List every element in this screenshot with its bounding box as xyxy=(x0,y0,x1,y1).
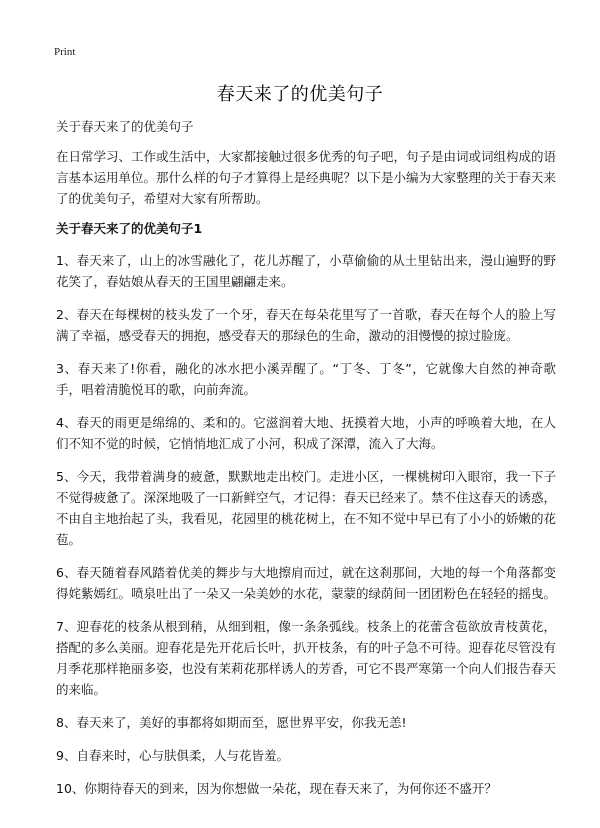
article-subtitle: 关于春天来了的优美句子 xyxy=(56,119,194,134)
page-title: 春天来了的优美句子 xyxy=(216,84,384,105)
sentence-item-2: 2、春天在每棵树的枝头发了一个牙，春天在每朵花里写了一首歌，春天在每个人的脸上写满了幸福，感受春天的拥抱，感受春天的那绿色的生命，激动的泪慢慢的掠过脸庞。 xyxy=(56,307,556,343)
sentence-item-9: 9、自春来时，心与肤俱柔，人与花皆羞。 xyxy=(56,748,289,763)
print-link[interactable]: Print xyxy=(54,46,76,58)
sentence-item-1: 1、春天来了，山上的冰雪融化了，花儿苏醒了，小草偷偷的从土里钻出来，漫山遍野的野花笑了，春姑娘从春天的王国里翩翩走来。 xyxy=(56,253,556,289)
article-body xyxy=(56,116,556,811)
sentence-item-3: 3、春天来了!你看，融化的冰水把小溪弄醒了。“丁冬、丁冬”，它就像大自然的神奇歌手，唱着清脆悦耳的歌，向前奔流。 xyxy=(56,361,556,397)
intro-paragraph: 在日常学习、工作或生活中，大家都接触过很多优秀的句子吧，句子是由词或词组构成的语言基本运用单位。那什么样的句子才算得上是经典呢？以下是小编为大家整理的关于春天来了的优美句子，希望对大家有所帮助。 xyxy=(56,149,557,206)
sentence-item-4: 4、春天的雨更是绵绵的、柔和的。它滋润着大地、抚摸着大地，小声的呼唤着大地，在人们不知不觉的时候，它悄悄地汇成了小河，积成了深潭，流入了大海。 xyxy=(56,415,556,451)
sentence-item-10: 10、你期待春天的到来，因为你想做一朵花，现在春天来了，为何你还不盛开？ xyxy=(56,781,497,796)
sentence-item-6: 6、春天随着春风踏着优美的舞步与大地擦肩而过，就在这刹那间，大地的每一个角落都变得姹紫嫣红。喷泉吐出了一朵又一朵美妙的水花，蒙蒙的绿荫间一团团粉色在轻轻的摇曳。 xyxy=(56,565,557,601)
sentence-item-7: 7、迎春花的枝条从根到稍，从细到粗，像一条条弧线。枝条上的花蕾含苞欲放青枝黄花，搭配的多么美丽。迎春花是先开花后长叶，扒开枝条，有的叶子急不可待。迎春花尽管没有月季花那样艳丽多姿，也没有茉莉花那样诱人的芳香，可它不畏严寒第一个向人们报告春天的来临。 xyxy=(56,619,557,697)
section-heading: 关于春天来了的优美句子1 xyxy=(56,221,203,236)
sentence-item-8: 8、春天来了，美好的事都将如期而至，愿世界平安，你我无恙! xyxy=(56,715,407,730)
sentence-item-5: 5、今天，我带着满身的疲惫，默默地走出校门。走进小区，一棵桃树印入眼帘，我一下子不觉得疲惫了。深深地吸了一口新鲜空气，才记得：春天已经来了。禁不住这春天的诱惑，不由自主地抬起了头，我看见，花园里的桃花树上，在不知不觉中早已有了小小的娇嫩的花苞。 xyxy=(56,469,557,547)
